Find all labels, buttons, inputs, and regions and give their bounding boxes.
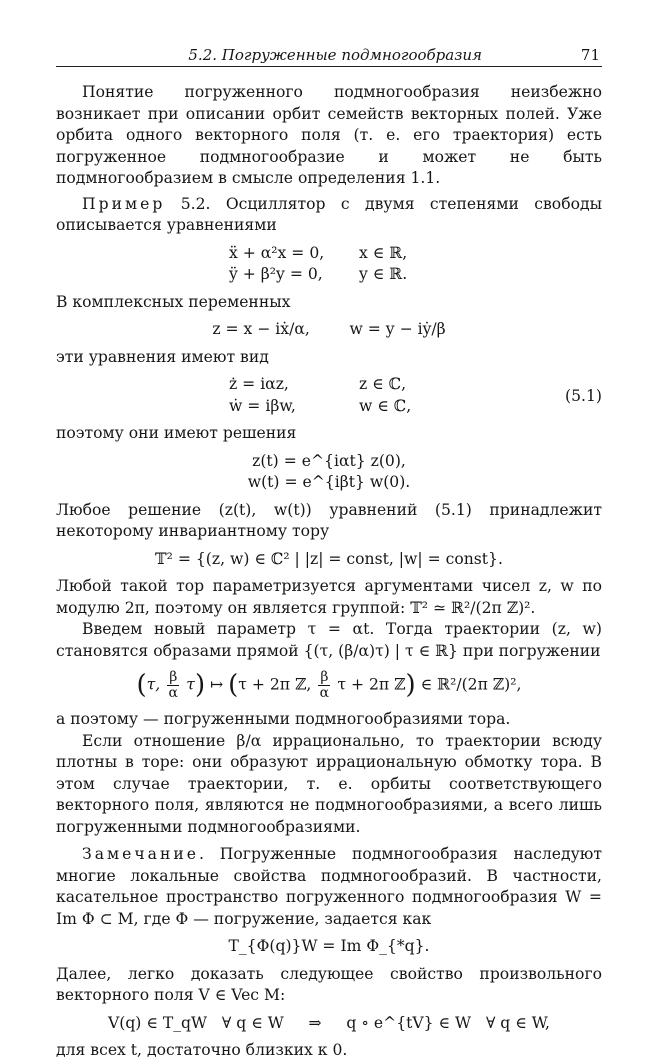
remark-label: Замечание [82,845,199,863]
eq-sol-w: w(t) = e^{iβt} w(0). [247,473,411,491]
fraction-beta-alpha-2: $\frac{\beta}{\alpha}$ [319,669,330,701]
eq-osc-2-domain: y ∈ ℝ. [359,265,408,283]
paragraph-final: для всех t, достаточно близких к 0. [56,1041,348,1059]
page-number: 71 [580,46,600,64]
eq-sys-2: ẇ = iβw, [229,396,296,415]
paragraph-intro: Понятие погруженного подмногообразия неизбежно возникает при описании орбит семейств векторных полей. Уже орбита одного векторного поля (т. е. его траектория) есть погруженное подмногообразие и может не быть подмногообразием в смысле определения 1.1. [56,83,602,187]
paragraph-solutions: поэтому они имеют решения [56,424,297,442]
equation-number: (5.1) [565,387,602,405]
system-5-1 [56,374,602,417]
paragraph-parametrize: Любой такой тор параметризуется аргументами чисел z, w по модулю 2π, поэтому он является группой: 𝕋² ≃ ℝ²/(2π ℤ)². [56,577,602,617]
maps-to: ↦ [210,675,224,694]
paragraph-new-param: Введем новый параметр τ = αt. Тогда траектории (z, w) становятся образами прямой {(τ, (β/α)τ) | τ ∈ ℝ} при погружении [56,620,602,660]
paragraph-remark [56,844,602,930]
imm-left-a: τ, [146,675,161,694]
section-title: 5.2. Погруженные подмногообразия [188,46,482,64]
paragraph-property: Далее, легко доказать следующее свойство произвольного векторного поля V ∈ Vec M: [56,964,602,1004]
example-text: 5.2. Осциллятор с двумя степенями свободы описывается уравнениями [56,194,602,234]
eq-immersion: (τ, $\frac{\beta}{\alpha}$ τ) ↦ (τ + 2π ℤ, $\frac{\beta}{\alpha}$ τ + 2π ℤ) ∈ ℝ²/(2π ℤ)², [136,669,522,701]
eq-complex-vars: z = x − iẋ/α, w = y − iẏ/β [212,320,446,338]
imm-right-b: τ + 2π ℤ [337,675,406,694]
paragraph-system: эти уравнения имеют вид [56,347,269,366]
example-label: Пример [82,194,166,213]
remark-text: . Погруженные подмногообразия наследуют многие локальные свойства подмногообразий. В частности, касательное пространство погруженного подмногообразия W = Im Φ ⊂ M, где Φ — погружение, задается как [56,845,602,928]
fraction-beta-alpha: $\frac{\beta}{\alpha}$ [168,669,179,701]
running-head [56,44,602,67]
paragraph-torus: Любое решение (z(t), w(t)) уравнений (5.1) принадлежит некоторому инвариантному тору [56,500,602,540]
eq-osc-1: ẍ + α²x = 0, [229,243,325,262]
eq-torus: 𝕋² = {(z, w) ∈ ℂ² | |z| = const, |w| = const}. [155,549,503,568]
eq-osc-1-domain: x ∈ ℝ, [359,243,408,262]
eq-sys-2-domain: w ∈ ℂ, [359,396,412,415]
eq-osc-2: ÿ + β²y = 0, [229,265,323,283]
eq-property: V(q) ∈ T_qW ∀ q ∈ W ⇒ q ∘ e^{tV} ∈ W ∀ q ∈ W, [107,1013,551,1032]
imm-right-a: τ + 2π ℤ, [238,675,312,694]
paragraph-irrational: Если отношение β/α иррационально, то траектории всюду плотны в торе: они образуют иррациональную обмотку тора. В этом случае траектории, т. е. орбиты соответствующего векторного поля, являются не подмногообразиями, а всего лишь погруженными подмногообразиями. [56,731,602,836]
eq-sys-1-domain: z ∈ ℂ, [359,375,407,393]
paragraph-complex: В комплексных переменных [56,292,291,311]
eq-sys-1: ż = iαz, [229,375,289,393]
eq-sol-z: z(t) = e^{iαt} z(0), [252,451,406,470]
solutions [56,451,602,494]
paragraph-hence: а поэтому — погруженными подмногообразиями тора. [56,710,511,728]
eq-tangent: T_{Φ(q)}W = Im Φ_{*q}. [228,937,430,955]
paragraph-example [56,194,602,237]
oscillator-equations [56,243,602,286]
imm-tail: ∈ ℝ²/(2π ℤ)², [420,675,522,694]
imm-left-b: τ [186,675,195,694]
page-body [56,82,602,1062]
